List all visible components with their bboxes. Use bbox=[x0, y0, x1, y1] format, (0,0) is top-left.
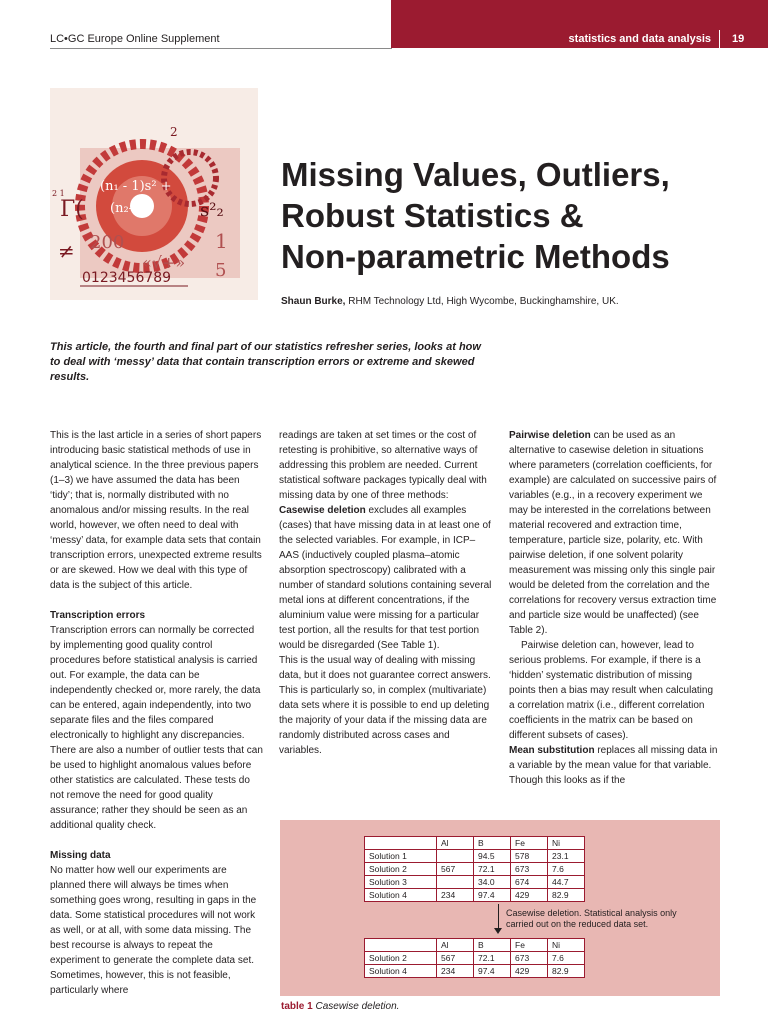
header-divider bbox=[719, 30, 720, 48]
paragraph: Pairwise deletion can, however, lead to serious problems. For example, if there is a ‘hidden’ systematic distribution of missing points then a bias may result when calculating a correlation matrix (i.e., different correlation coefficients in the matrix can be based on different subsets of cases). bbox=[509, 640, 714, 741]
cell: 23.1 bbox=[548, 850, 585, 863]
svg-text:2: 2 bbox=[170, 125, 178, 139]
cell bbox=[437, 876, 474, 889]
section-heading-missing-data: Missing data bbox=[50, 850, 111, 861]
cell bbox=[437, 850, 474, 863]
cell: 7.6 bbox=[548, 952, 585, 965]
row-label: Solution 4 bbox=[365, 965, 437, 978]
table-header-row bbox=[365, 939, 585, 952]
svg-text:2 1: 2 1 bbox=[52, 189, 65, 198]
cell: 567 bbox=[437, 952, 474, 965]
term-definition: can be used as an alternative to casewise deletion in situations where parameters (correlation coefficients, for example) are calculated on successive pairs of variables (e.g., in a recovery experiment we may be interested in the correlations between material recovered and extraction time, temperature, particle size, polarity, etc. With pairwise deletion, if one solvent polarity measurement was missing only this single pair would be deleted from the correlation and the correlations for recovery versus extraction time and particle size would be unaffected) (see Table 2). bbox=[509, 430, 717, 636]
paragraph: This is the last article in a series of short papers introducing basic statistical methods of use in analytical science. In the three previous papers (1–3) we have assumed the data has been ‘tidy’; that is, normally distributed with no anomalous and/or missing results. In the real world, however, we often need to deal with ‘messy’ data, for example data sets that contain transcription errors, unexpected extreme results or are skewed. How we deal with this type of data is the subject of this article. bbox=[50, 430, 262, 591]
cell: 429 bbox=[511, 965, 548, 978]
header-cell: Al bbox=[437, 837, 474, 850]
svg-text:1: 1 bbox=[215, 229, 228, 253]
header-cell: Al bbox=[437, 939, 474, 952]
row-label: Solution 1 bbox=[365, 850, 437, 863]
author-affiliation: RHM Technology Ltd, High Wycombe, Buckinghamshire, UK. bbox=[345, 296, 619, 307]
header-cell: B bbox=[474, 837, 511, 850]
row-label: Solution 2 bbox=[365, 863, 437, 876]
table-1-panel bbox=[280, 820, 720, 996]
text-column-2 bbox=[279, 428, 493, 758]
full-data-table bbox=[364, 836, 585, 902]
text-column-1 bbox=[50, 428, 264, 998]
header-cell: B bbox=[474, 939, 511, 952]
reduced-data-table bbox=[364, 938, 585, 978]
cell: 578 bbox=[511, 850, 548, 863]
cell: 72.1 bbox=[474, 863, 511, 876]
svg-text:200: 200 bbox=[90, 232, 125, 253]
header-rule bbox=[50, 48, 392, 49]
row-label: Solution 3 bbox=[365, 876, 437, 889]
article-illustration bbox=[50, 88, 258, 300]
header-cell bbox=[365, 837, 437, 850]
svg-text:(n₁ - 1)s² +: (n₁ - 1)s² + bbox=[100, 179, 172, 194]
paragraph bbox=[279, 503, 493, 653]
table-caption bbox=[281, 1001, 399, 1012]
paragraph bbox=[509, 428, 721, 638]
header-cell: Fe bbox=[511, 837, 548, 850]
paragraph bbox=[509, 743, 721, 788]
paragraph: readings are taken at set times or the cost of retesting is prohibitive, so alternative ways of addressing this problem are needed. Current statistical software packages typically deal with missing data by one of three methods: bbox=[279, 430, 487, 501]
title-line-3: Non-parametric Methods bbox=[281, 238, 670, 275]
text-column-3 bbox=[509, 428, 721, 788]
svg-text:≠: ≠ bbox=[58, 239, 75, 263]
cell: 72.1 bbox=[474, 952, 511, 965]
cell: 234 bbox=[437, 965, 474, 978]
publication-name: LC•GC Europe Online Supplement bbox=[50, 33, 220, 45]
svg-text:(n₂-2): (n₂-2) bbox=[110, 201, 147, 216]
table-note: Casewise deletion. Statistical analysis only carried out on the reduced data set. bbox=[506, 908, 677, 929]
term-definition: excludes all examples (cases) that have missing data in at least one of the selected variables. For example, in ICP–AAS (inductively coupled plasma–atomic absorption spectroscopy) calibrated with a number of standard solutions containing several metal ions at different concentrations, if the aluminium value were missing for a particular test portion, all the results for that test portion would be disregarded (See Table 1). bbox=[279, 505, 492, 651]
cell: 97.4 bbox=[474, 965, 511, 978]
cell: 673 bbox=[511, 952, 548, 965]
cell: 567 bbox=[437, 863, 474, 876]
table-row bbox=[365, 952, 585, 965]
cell: 44.7 bbox=[548, 876, 585, 889]
cell: 7.6 bbox=[548, 863, 585, 876]
term-casewise-deletion: Casewise deletion bbox=[279, 505, 366, 516]
paragraph: No matter how well our experiments are planned there will always be times when something goes wrong, resulting in gaps in the data. Some statistical procedures will not work as well, or at all, with some data missing. The best recourse is always to repeat the experiment to generate the complete data set. Sometimes, however, this is not feasible, particularly where bbox=[50, 865, 257, 996]
section-name: statistics and data analysis bbox=[568, 33, 711, 45]
byline bbox=[281, 296, 619, 307]
arrow-line bbox=[498, 904, 499, 930]
header-cell: Ni bbox=[548, 837, 585, 850]
cell: 234 bbox=[437, 889, 474, 902]
row-label: Solution 4 bbox=[365, 889, 437, 902]
header-cell: Fe bbox=[511, 939, 548, 952]
title-line-1: Missing Values, Outliers, bbox=[281, 156, 670, 193]
header-cell bbox=[365, 939, 437, 952]
cell: 429 bbox=[511, 889, 548, 902]
table-row bbox=[365, 850, 585, 863]
section-heading-transcription: Transcription errors bbox=[50, 610, 146, 621]
cell: 82.9 bbox=[548, 889, 585, 902]
cell: 34.0 bbox=[474, 876, 511, 889]
svg-text:s²₂: s²₂ bbox=[200, 200, 224, 221]
svg-text:5: 5 bbox=[215, 260, 227, 281]
paragraph: Transcription errors can normally be corrected by implementing good quality control procedures before statistical analysis is carried out. For example, the data can be independently checked or, more rarely, the data can be entered, again independently, into two separate files and the files compared electronically to highlight any discrepancies. There are also a number of outlier tests that can be used to highlight anomalous values before other statistics are calculated. These tests do not remove the need for good quality assurance; rather they should be seen as an additional quality check. bbox=[50, 625, 263, 831]
article-standfirst: This article, the fourth and final part of our statistics refresher series, looks at how to deal with ‘messy’ data that contain transcription errors or extreme and skewed results. bbox=[50, 341, 481, 383]
table-row bbox=[365, 965, 585, 978]
paragraph: This is the usual way of dealing with missing data, but it does not guarantee correct answers. This is particularly so, in complex (multivariate) data sets where it is possible to end up deleting the majority of your data if the missing data are randomly distributed across cases and variables. bbox=[279, 655, 491, 756]
arrow-down-icon bbox=[494, 928, 502, 934]
cell: 94.5 bbox=[474, 850, 511, 863]
term-pairwise-deletion: Pairwise deletion bbox=[509, 430, 591, 441]
caption-text: Casewise deletion. bbox=[315, 1001, 400, 1012]
caption-label: table 1 bbox=[281, 1001, 313, 1012]
cell: 82.9 bbox=[548, 965, 585, 978]
math-collage-graphic bbox=[50, 88, 258, 300]
table-row bbox=[365, 876, 585, 889]
svg-text:Γ(: Γ( bbox=[60, 197, 84, 222]
row-label: Solution 2 bbox=[365, 952, 437, 965]
title-line-2: Robust Statistics & bbox=[281, 197, 584, 234]
cell: 674 bbox=[511, 876, 548, 889]
term-mean-substitution: Mean substitution bbox=[509, 745, 595, 756]
table-row bbox=[365, 863, 585, 876]
header-cell: Ni bbox=[548, 939, 585, 952]
term-definition: replaces all missing data in a variable by the mean value for that variable. Though this looks as if the bbox=[509, 745, 718, 786]
cell: 673 bbox=[511, 863, 548, 876]
page-number: 19 bbox=[732, 33, 745, 45]
svg-text:0123456789: 0123456789 bbox=[82, 270, 172, 286]
table-row bbox=[365, 889, 585, 902]
cell: 97.4 bbox=[474, 889, 511, 902]
table-header-row bbox=[365, 837, 585, 850]
svg-text:«√+»: «√+» bbox=[142, 253, 186, 272]
article-title bbox=[281, 154, 741, 277]
author-name: Shaun Burke, bbox=[281, 296, 346, 307]
